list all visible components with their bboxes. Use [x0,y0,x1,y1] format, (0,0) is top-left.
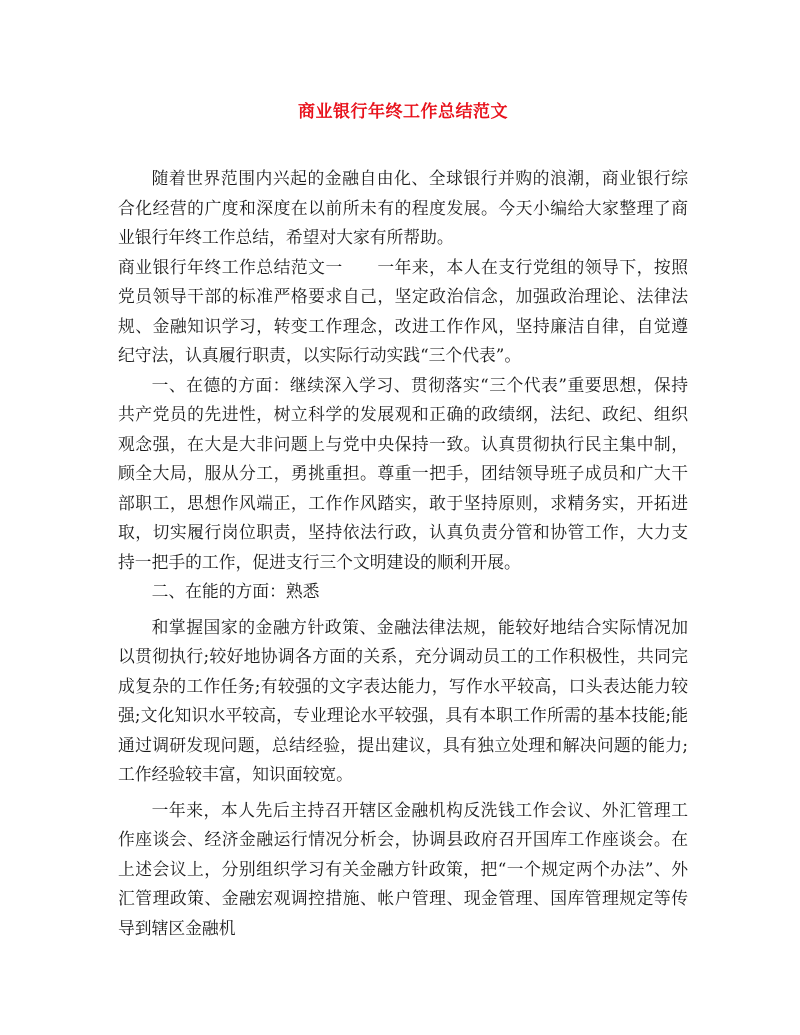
document-title: 商业银行年终工作总结范文 [298,102,508,122]
paragraph-section-one: 商业银行年终工作总结范文一 一年来，本人在支行党组的领导下，按照党员领导干部的标准严格要求自己，坚定政治信念，加强政治理论、法律法规、金融知识学习，转变工作理念，改进工作作风，坚持廉洁自律，自觉遵纪守法，认真履行职责，以实际行动实践“三个代表”。 [118,256,688,365]
paragraph-intro: 随着世界范围内兴起的金融自由化、全球银行并购的浪潮，商业银行综合化经营的广度和深度在以前所未有的程度发展。今天小编给大家整理了商业银行年终工作总结，希望对大家有所帮助。 [118,168,688,247]
document-page [118,100,688,943]
paragraph-morality: 一、在德的方面：继续深入学习、贯彻落实“三个代表”重要思想，保持共产党员的先进性，树立科学的发展观和正确的政绩纲，法纪、政纪、组织观念强，在大是大非问题上与党中央保持一致。认真贯彻执行民主集中制，顾全大局，服从分工，勇挑重担。尊重一把手，团结领导班子成员和广大干部职工，思想作风端正，工作作风踏实，敢于坚持原则，求精务实，开拓进取，切实履行岗位职责，坚持依法行政，认真负责分管和协管工作，大力支持一把手的工作，促进支行三个文明建设的顺利开展。 [118,374,688,572]
paragraph-ability-heading: 二、在能的方面：熟悉 [151,581,320,601]
paragraph-meetings: 一年来，本人先后主持召开辖区金融机构反洗钱工作会议、外汇管理工作座谈会、经济金融运行情况分析会，协调县政府召开国库工作座谈会。在上述会议上，分别组织学习有关金融方针政策，把“一个规定两个办法”、外汇管理政策、金融宏观调控措施、帐户管理、现金管理、国库管理规定等传导到辖区金融机 [118,799,688,938]
paragraph-ability: 和掌握国家的金融方针政策、金融法律法规，能较好地结合实际情况加以贯彻执行;较好地协调各方面的关系，充分调动员工的工作积极性，共同完成复杂的工作任务;有较强的文字表达能力，写作水平较高，口头表达能力较强;文化知识水平较高，专业理论水平较强，具有本职工作所需的基本技能;能通过调研发现问题，总结经验，提出建议，具有独立处理和解决问题的能力;工作经验较丰富，知识面较宽。 [118,616,688,784]
